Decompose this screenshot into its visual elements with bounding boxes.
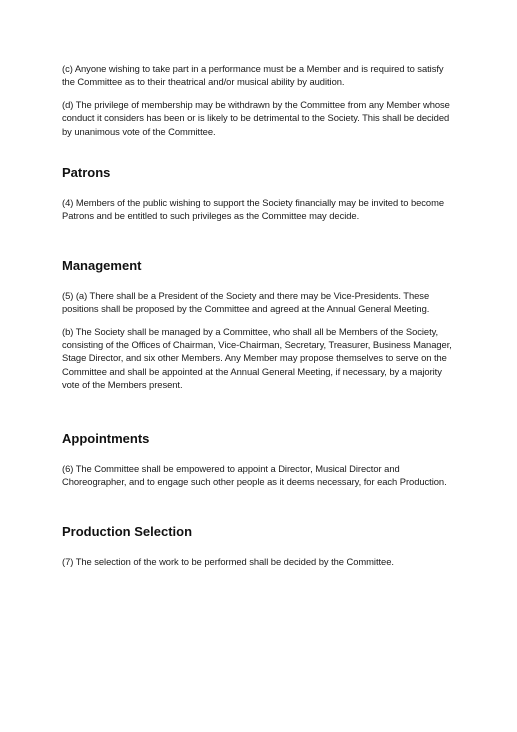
- clause-5a: (5) (a) There shall be a President of the Society and there may be Vice-Presidents. These positions shall be proposed by the Committee and agreed at the Annual General Meeting.: [62, 289, 430, 315]
- heading-appointments: Appointments: [62, 430, 150, 446]
- clause-3d: (d) The privilege of membership may be withdrawn by the Committee from any Member whose conduct it considers has been or is likely to be detrimental to the Society. This shall be decided by unanimous vote of the Committee.: [62, 98, 450, 137]
- document-body: [62, 62, 454, 577]
- clause-4: (4) Members of the public wishing to support the Society financially may be invited to become Patrons and be entitled to such privileges as the Committee may decide.: [62, 197, 445, 222]
- clause-7: (7) The selection of the work to be performed shall be decided by the Committee.: [62, 555, 394, 567]
- heading-management: Management: [62, 257, 142, 273]
- clause-6: (6) The Committee shall be empowered to appoint a Director, Musical Director and Choreographer, and to engage such other people as it deems necessary, for each Production.: [62, 462, 447, 488]
- clause-5b: (b) The Society shall be managed by a Committee, who shall all be Members of the Society, consisting of the Offices of Chairman, Vice-Chairman, Secretary, Treasurer, Business Manager, Stage Director, and six other Members. Any Member may propose themselves to serve on the Committee and shall be appointed at the Annual General Meeting, if necessary, by a majority vote of the Members present.: [62, 325, 452, 391]
- clause-3c: (c) Anyone wishing to take part in a performance must be a Member and is required to satisfy the Committee as to their theatrical and/or musical ability by audition.: [62, 63, 444, 88]
- heading-production-selection: Production Selection: [62, 523, 193, 539]
- heading-patrons: Patrons: [62, 165, 111, 181]
